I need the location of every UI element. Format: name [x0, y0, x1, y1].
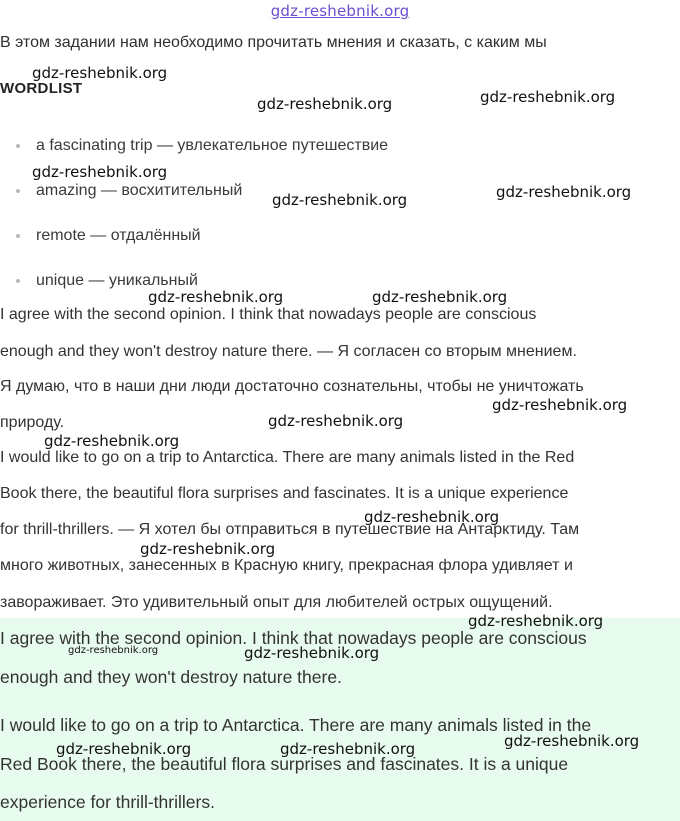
watermark: gdz-reshebnik.org: [148, 288, 284, 306]
watermark: gdz-reshebnik.org: [32, 64, 168, 82]
watermark: gdz-reshebnik.org: [280, 740, 416, 758]
bullet-icon: [16, 279, 20, 283]
watermark: gdz-reshebnik.org: [496, 183, 632, 201]
bullet-icon: [16, 189, 20, 193]
site-title-link[interactable]: gdz-reshebnik.org: [270, 2, 410, 20]
wordlist-heading: WORDLIST: [0, 80, 83, 97]
watermark: gdz-reshebnik.org: [140, 540, 276, 558]
watermark: gdz-reshebnik.org: [272, 191, 408, 209]
watermark: gdz-reshebnik.org: [468, 612, 604, 630]
watermark: gdz-reshebnik.org: [492, 396, 628, 414]
watermark: gdz-reshebnik.org: [244, 644, 380, 662]
watermark: gdz-reshebnik.org: [504, 732, 640, 750]
bullet-icon: [16, 144, 20, 148]
watermark: gdz-reshebnik.org: [44, 432, 180, 450]
watermark: gdz-reshebnik.org: [32, 163, 168, 181]
intro-text: В этом задании нам необходимо прочитать мнения и сказать, с каким мы: [0, 34, 547, 51]
watermark: gdz-reshebnik.org: [68, 645, 159, 656]
watermark: gdz-reshebnik.org: [56, 740, 192, 758]
watermark: gdz-reshebnik.org: [257, 95, 393, 113]
watermark: gdz-reshebnik.org: [372, 288, 508, 306]
watermark: gdz-reshebnik.org: [364, 508, 500, 526]
answer-highlight-box: I agree with the second opinion. I think that nowadays people are conscious enough and they won't destroy nature there. I would like to go on a trip to Antarctica. There are many animals listed in the Red Book there, the beautiful flora surprises and fascinates. It is a unique experience for thrill-thrillers.: [0, 618, 680, 821]
watermark: gdz-reshebnik.org: [480, 88, 616, 106]
watermark: gdz-reshebnik.org: [268, 412, 404, 430]
bullet-icon: [16, 234, 20, 238]
